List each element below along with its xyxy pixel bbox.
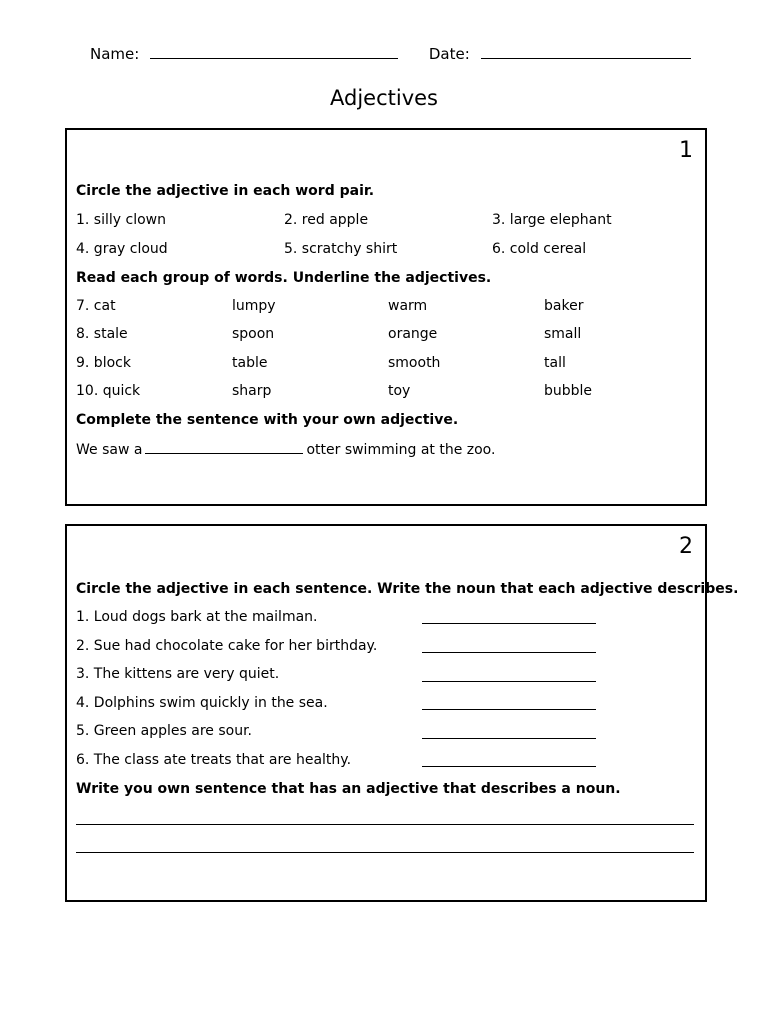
section-number: 1 [679,138,693,163]
sentence-writing-line[interactable] [76,852,694,853]
sentence-item[interactable]: 4. Dolphins swim quickly in the sea. [76,695,328,711]
group-word[interactable]: toy [388,383,411,399]
word-pair[interactable]: 4. gray cloud [76,241,168,257]
word-pair[interactable]: 3. large elephant [492,212,612,228]
group-word[interactable]: lumpy [232,298,276,314]
sentence-item[interactable]: 2. Sue had chocolate cake for her birthday. [76,638,378,654]
word-group-row [76,383,696,401]
word-pair[interactable]: 2. red apple [284,212,369,228]
adjective-blank[interactable] [145,441,303,454]
word-pair[interactable]: 5. scratchy shirt [284,241,398,257]
sentence-start: We saw a [76,442,143,458]
instruction-circle-sentence: Circle the adjective in each sentence. Write the noun that each adjective describes. [76,581,739,597]
sentence-writing-line[interactable] [76,824,694,825]
sentence-item[interactable]: 1. Loud dogs bark at the mailman. [76,609,318,625]
group-word[interactable]: warm [388,298,428,314]
group-word[interactable]: 9. block [76,355,131,371]
name-field[interactable] [150,44,398,59]
sentence-item[interactable]: 3. The kittens are very quiet. [76,666,280,682]
group-word[interactable]: tall [544,355,566,371]
word-pair[interactable]: 6. cold cereal [492,241,587,257]
sentence-end: otter swimming at the zoo. [306,442,496,458]
section-2-box [65,524,739,902]
group-word[interactable]: baker [544,298,584,314]
noun-answer-line[interactable] [422,652,596,653]
group-word[interactable]: 8. stale [76,326,128,342]
group-word[interactable]: sharp [232,383,272,399]
sentence-item[interactable]: 6. The class ate treats that are healthy. [76,752,352,768]
date-field[interactable] [481,44,691,59]
group-word[interactable]: 7. cat [76,298,116,314]
fill-in-sentence [76,441,495,458]
word-group-row [76,326,696,344]
word-pair[interactable]: 1. silly clown [76,212,166,228]
section-number: 2 [679,534,693,559]
group-word[interactable]: table [232,355,268,371]
name-label: Name: [90,45,140,63]
noun-answer-line[interactable] [422,766,596,767]
section-1-box [65,128,707,506]
noun-answer-line[interactable] [422,709,596,710]
sentence-item[interactable]: 5. Green apples are sour. [76,723,252,739]
word-group-row [76,298,696,316]
instruction-write-sentence: Write you own sentence that has an adjective that describes a noun. [76,781,621,797]
instruction-underline: Read each group of words. Underline the adjectives. [76,270,492,286]
noun-answer-line[interactable] [422,738,596,739]
group-word[interactable]: small [544,326,582,342]
header-row [90,44,691,63]
word-pair-row [76,241,696,259]
instruction-complete-sentence: Complete the sentence with your own adjective. [76,412,459,428]
page-title: Adjectives [330,86,438,110]
group-word[interactable]: bubble [544,383,593,399]
group-word[interactable]: orange [388,326,438,342]
word-group-row [76,355,696,373]
group-word[interactable]: spoon [232,326,275,342]
instruction-circle-pairs: Circle the adjective in each word pair. [76,183,375,199]
word-pair-row [76,212,696,230]
noun-answer-line[interactable] [422,623,596,624]
group-word[interactable]: smooth [388,355,441,371]
group-word[interactable]: 10. quick [76,383,141,399]
date-label: Date: [428,45,470,63]
noun-answer-line[interactable] [422,681,596,682]
